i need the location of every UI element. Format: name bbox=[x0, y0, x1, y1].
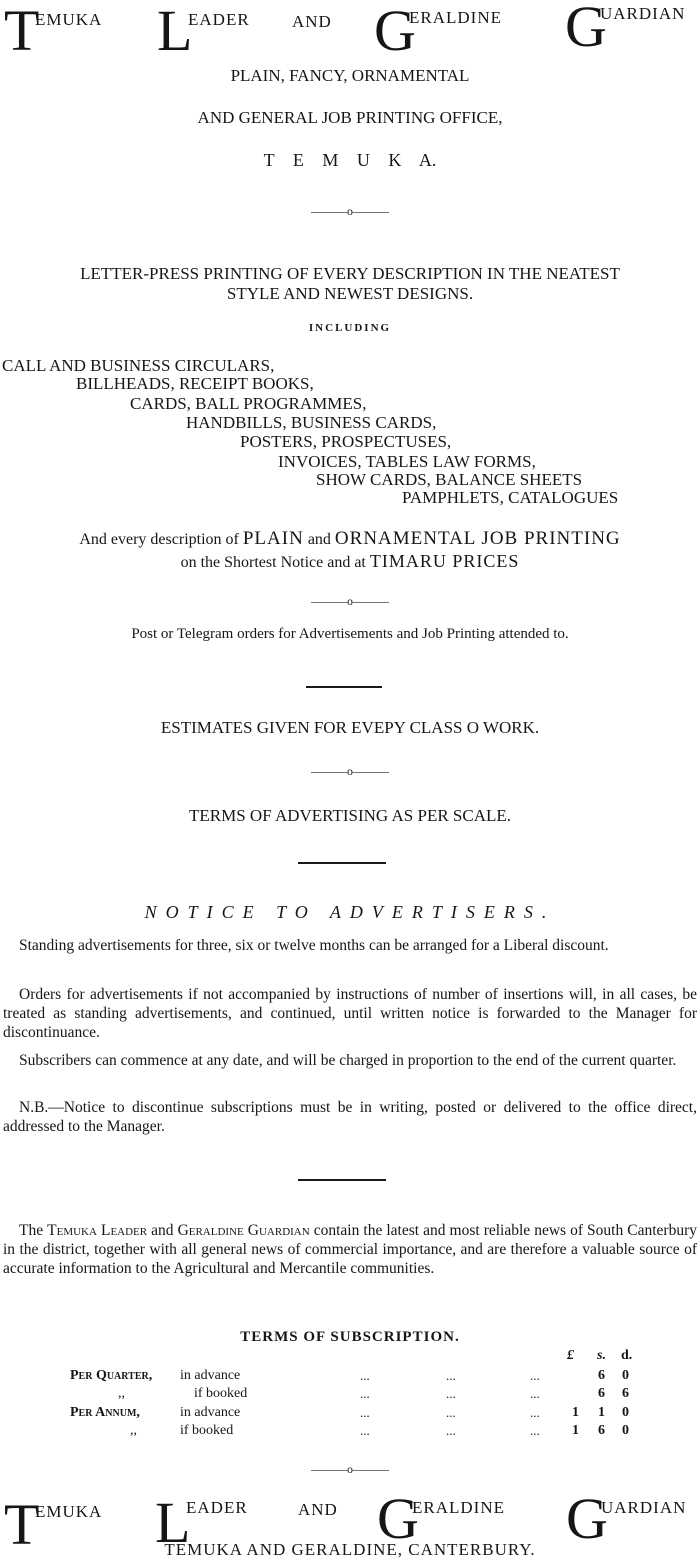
rule-3 bbox=[298, 1179, 386, 1181]
every-line-2 bbox=[0, 551, 700, 572]
every-line-1 bbox=[0, 528, 700, 550]
separator-4: ———o——— bbox=[311, 1462, 389, 1476]
masthead-initial-gu: G bbox=[566, 1486, 608, 1551]
header-pence: d. bbox=[621, 1348, 633, 1363]
masthead-word-leader: EADER bbox=[186, 1498, 248, 1517]
masthead-initial-l: L bbox=[155, 1490, 191, 1555]
row-label: ,, bbox=[118, 1386, 125, 1401]
row-dots: ... bbox=[530, 1405, 540, 1420]
masthead-initial-g: G bbox=[374, 0, 416, 63]
list-item: PAMPHLETS, CATALOGUES bbox=[402, 488, 619, 507]
estimates-line: ESTIMATES GIVEN FOR EVEPY CLASS O WORK. bbox=[160, 718, 540, 737]
row-dots: ... bbox=[360, 1386, 370, 1401]
row-shillings: 6 bbox=[598, 1423, 605, 1438]
notice-paragraph-4: N.B.—Notice to discontinue subscriptions must be in writing, posted or delivered to the office direct, addressed to the Manager. bbox=[3, 1099, 697, 1135]
masthead-word-and: AND bbox=[292, 12, 332, 31]
rule-2 bbox=[298, 862, 386, 864]
every-text-plain: PLAIN bbox=[242, 528, 304, 549]
notice-paragraph-2: Orders for advertisements if not accompanied by instructions of number of insertions will, in all cases, be treated as standing advertisements, and continued, until written notice is forwarded to the Manager for discontinuance. bbox=[3, 986, 697, 1041]
office-line-3: T E M U K A. bbox=[263, 150, 437, 170]
masthead-word-geraldine: ERALDINE bbox=[412, 1498, 505, 1517]
row-dots: ... bbox=[446, 1386, 456, 1401]
masthead-place: TEMUKA AND GERALDINE, CANTERBURY. bbox=[164, 1540, 536, 1559]
blurb-paper-2: Geraldine Guardian bbox=[177, 1222, 310, 1239]
list-item: POSTERS, PROSPECTUSES, bbox=[240, 432, 452, 451]
list-item: BILLHEADS, RECEIPT BOOKS, bbox=[76, 374, 314, 393]
separator-1: ———o——— bbox=[311, 204, 389, 218]
row-dots: ... bbox=[446, 1368, 456, 1383]
row-dots: ... bbox=[530, 1368, 540, 1383]
masthead-initial-g: G bbox=[377, 1486, 419, 1551]
list-item: INVOICES, TABLES LAW FORMS, bbox=[278, 452, 536, 471]
masthead-word-guardian: UARDIAN bbox=[601, 1498, 687, 1517]
notice-title: NOTICE TO ADVERTISERS. bbox=[144, 902, 556, 922]
including-label: INCLUDING bbox=[308, 322, 392, 334]
list-item: SHOW CARDS, BALANCE SHEETS bbox=[316, 470, 583, 489]
office-line-2: AND GENERAL JOB PRINTING OFFICE, bbox=[197, 108, 503, 127]
row-text: in advance bbox=[180, 1368, 241, 1383]
rule-1 bbox=[306, 686, 382, 688]
row-pounds: 1 bbox=[572, 1405, 579, 1420]
letterpress-line-2: STYLE AND NEWEST DESIGNS. bbox=[226, 284, 474, 303]
row-pence: 6 bbox=[622, 1386, 629, 1401]
list-item: CALL AND BUSINESS CIRCULARS, bbox=[2, 356, 275, 375]
row-shillings: 6 bbox=[598, 1386, 605, 1401]
list-item: CARDS, BALL PROGRAMMES, bbox=[130, 394, 367, 413]
notice-paragraph-1: Standing advertisements for three, six or twelve months can be arranged for a Liberal discount. bbox=[19, 937, 609, 954]
every-text-and: and bbox=[303, 531, 335, 548]
row-dots: ... bbox=[360, 1423, 370, 1438]
row-pence: 0 bbox=[622, 1368, 629, 1383]
row-dots: ... bbox=[360, 1368, 370, 1383]
masthead-word-geraldine: ERALDINE bbox=[409, 8, 502, 27]
masthead-initial-l: L bbox=[157, 0, 193, 63]
row-pounds: 1 bbox=[572, 1423, 579, 1438]
row-text: in advance bbox=[180, 1405, 241, 1420]
every-text-ornamental: ORNAMENTAL JOB PRINTING bbox=[334, 528, 621, 549]
orders-line: Post or Telegram orders for Advertisements and Job Printing attended to. bbox=[131, 626, 569, 642]
header-pounds: £ bbox=[567, 1348, 574, 1363]
every-text-timaru: TIMARU PRICES bbox=[369, 551, 520, 571]
office-line-1: PLAIN, FANCY, ORNAMENTAL bbox=[230, 66, 470, 85]
terms-advertising-line: TERMS OF ADVERTISING AS PER SCALE. bbox=[188, 806, 512, 825]
row-dots: ... bbox=[360, 1405, 370, 1420]
masthead-word-guardian: UARDIAN bbox=[600, 4, 686, 23]
row-pence: 0 bbox=[622, 1405, 629, 1420]
blurb-paragraph bbox=[3, 1221, 697, 1278]
blurb-paper-1: Temuka Leader bbox=[47, 1222, 148, 1239]
every-text-a: And every description of bbox=[79, 531, 243, 548]
masthead-initial-gu: G bbox=[565, 0, 607, 59]
separator-2: ———o——— bbox=[311, 594, 389, 608]
masthead-word-temuka: EMUKA bbox=[35, 10, 103, 29]
masthead-initial-t: T bbox=[4, 1492, 40, 1557]
row-shillings: 1 bbox=[598, 1405, 605, 1420]
list-item: HANDBILLS, BUSINESS CARDS, bbox=[186, 413, 437, 432]
row-dots: ... bbox=[446, 1423, 456, 1438]
row-pence: 0 bbox=[622, 1423, 629, 1438]
subscription-title: TERMS OF SUBSCRIPTION. bbox=[240, 1329, 460, 1345]
masthead-word-leader: EADER bbox=[188, 10, 250, 29]
row-text: if booked bbox=[194, 1386, 248, 1401]
row-shillings: 6 bbox=[598, 1368, 605, 1383]
masthead-initial-t: T bbox=[4, 0, 40, 63]
every-text-shortest: on the Shortest Notice and at bbox=[180, 554, 370, 571]
row-label: ,, bbox=[130, 1423, 137, 1438]
row-dots: ... bbox=[530, 1386, 540, 1401]
masthead-word-and: AND bbox=[298, 1500, 338, 1519]
notice-paragraph-3: Subscribers can commence at any date, and will be charged in proportion to the end of the current quarter. bbox=[19, 1052, 677, 1069]
row-text: if booked bbox=[180, 1423, 234, 1438]
blurb-text-c: and bbox=[147, 1222, 178, 1239]
row-dots: ... bbox=[530, 1423, 540, 1438]
separator-3: ———o——— bbox=[311, 764, 389, 778]
masthead-word-temuka: EMUKA bbox=[35, 1502, 103, 1521]
header-shillings: s. bbox=[597, 1348, 606, 1363]
blurb-text-a: The bbox=[19, 1222, 48, 1239]
letterpress-line-1: LETTER-PRESS PRINTING OF EVERY DESCRIPTION IN THE NEATEST bbox=[80, 264, 620, 283]
blurb-text-e: contain the latest and most reliable news of South Canterbury in the district, together with all general news of commercial importance, and are therefore a valuable source of accurate information to the Agricultural and Mercantile communities. bbox=[3, 1222, 697, 1277]
row-label: Per Quarter, bbox=[70, 1368, 153, 1383]
row-dots: ... bbox=[446, 1405, 456, 1420]
row-label: Per Annum, bbox=[70, 1405, 140, 1420]
